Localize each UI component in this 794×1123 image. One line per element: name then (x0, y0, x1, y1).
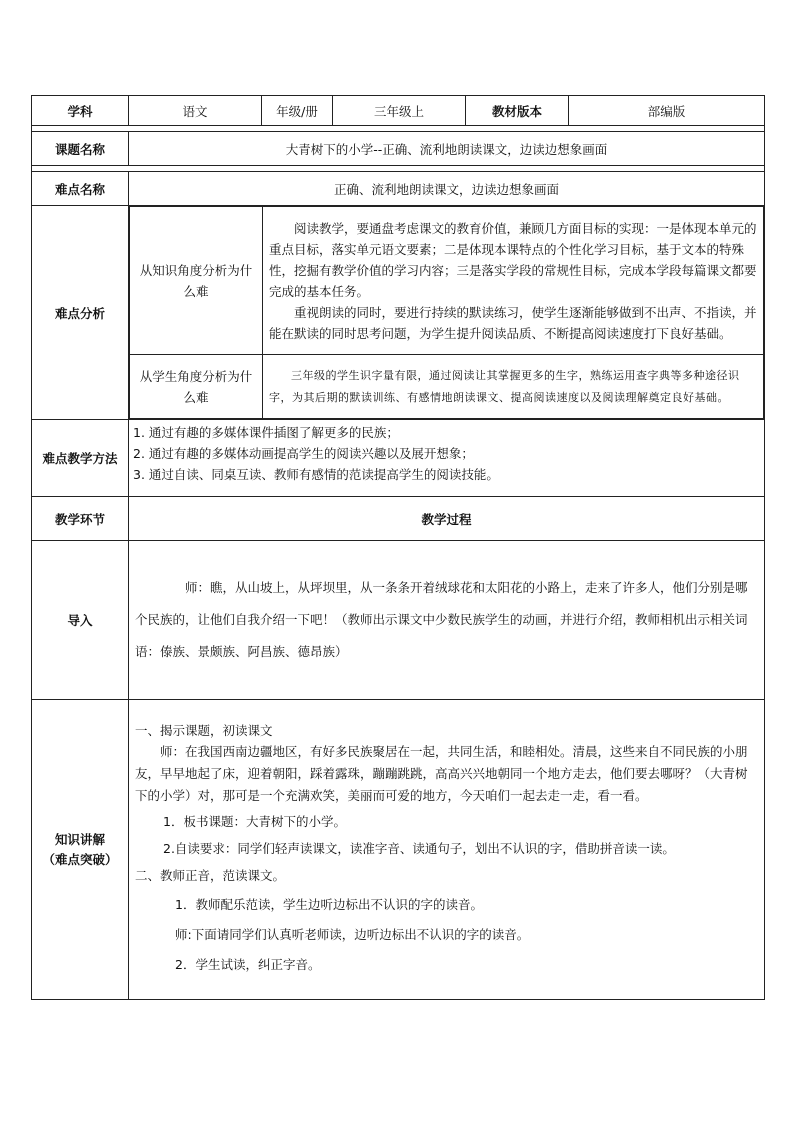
method-item-2: 2. 通过有趣的多媒体动画提高学生的阅读兴趣以及展开想象； (133, 446, 474, 461)
subject-label: 学科 (32, 96, 129, 126)
intro-label: 导入 (32, 541, 129, 700)
method-list (129, 420, 765, 497)
difficulty-value: 正确、流利地朗读课文，边读边想象画面 (129, 172, 765, 206)
explain-label (32, 700, 129, 1000)
explain-content (129, 700, 765, 1000)
subject-value: 语文 (129, 96, 262, 126)
intro-row (32, 541, 765, 700)
intro-text: 师：瞧，从山坡上，从坪坝里，从一条条开着绒球花和太阳花的小路上，走来了许多人，他们分别是哪个民族的，让他们自我介绍一下吧！（教师出示课文中少数民族学生的动画，并进行介绍，教师相机出示相关词语：傣族、景颇族、阿昌族、德昂族） (135, 580, 748, 659)
stage-header: 教学环节 (32, 497, 129, 541)
knowledge-angle-label: 从知识角度分析为什么难 (130, 207, 263, 355)
difficulty-label: 难点名称 (32, 172, 129, 206)
explain-label-line1: 知识讲解 (54, 831, 105, 847)
process-header-row (32, 497, 765, 541)
lesson-label: 课题名称 (32, 132, 129, 166)
knowledge-paragraph-1: 阅读教学，要通盘考虑课文的教育价值，兼顾几方面目标的实现：一是体现本单元的重点目标，落实单元语文要素；二是体现本课特点的个性化学习目标，基于文本的特殊性，挖掘有教学价值的学习内容；三是落实学段的常规性目标，完成本学段每篇课文都要完成的基本任务。 (269, 220, 757, 299)
process-header: 教学过程 (129, 497, 765, 541)
method-row (32, 420, 765, 497)
knowledge-paragraph-2: 重视朗读的同时，要进行持续的默读练习，使学生逐渐能够做到不出声、不指读，并能在默读的同时思考问题，为学生提升阅读品质、不断提高阅读速度打下良好基础。 (269, 304, 757, 341)
lesson-value: 大青树下的小学--正确、流利地朗读课文，边读边想象画面 (129, 132, 765, 166)
knowledge-angle-text (263, 207, 764, 355)
method-label: 难点教学方法 (32, 420, 129, 497)
step-2: 2.自读要求：同学们轻声读课文，读准字音、读通句子，划出不认识的字，借助拼音读一读。 (163, 841, 675, 856)
section1-title: 一、揭示课题，初读课文 (135, 723, 273, 738)
difficulty-row (32, 172, 765, 206)
section1-text: 师：在我国西南边疆地区，有好多民族聚居在一起，共同生活，和睦相处。清晨，这些来自不同民族的小朋友，早早地起了床，迎着朝阳，踩着露珠，蹦蹦跳跳，高高兴兴地朝同一个地方走去，他们要去哪呀？（大青树下的小学）对，那可是一个充满欢笑，美丽而可爱的地方，今天咱们一起去走一走，看一看。 (135, 744, 748, 803)
textbook-label: 教材版本 (466, 96, 569, 126)
lesson-row (32, 132, 765, 166)
step-5: 2．学生试读，纠正字音。 (175, 957, 321, 972)
section2-title: 二、教师正音，范读课文。 (135, 868, 286, 883)
grade-label: 年级/册 (262, 96, 333, 126)
step-4: 师:下面请同学们认真听老师读，边听边标出不认识的字的读音。 (175, 927, 530, 942)
analysis-label: 难点分析 (32, 206, 129, 420)
method-item-1: 1. 通过有趣的多媒体课件插图了解更多的民族； (133, 425, 399, 440)
explain-row (32, 700, 765, 1000)
analysis-subtable (129, 206, 764, 419)
student-angle-label: 从学生角度分析为什么难 (130, 355, 263, 419)
textbook-value: 部编版 (569, 96, 765, 126)
analysis-row (32, 206, 765, 420)
grade-value: 三年级上 (333, 96, 466, 126)
header-row (32, 96, 765, 126)
lesson-plan-table (31, 95, 765, 1000)
step-3: 1．教师配乐范读，学生边听边标出不认识的字的读音。 (175, 897, 483, 912)
explain-label-line2: （难点突破） (42, 851, 118, 867)
method-item-3: 3. 通过自读、同桌互读、教师有感情的范读提高学生的阅读技能。 (133, 467, 499, 482)
step-1: 1．板书课题：大青树下的小学。 (163, 814, 346, 829)
student-angle-text: 三年级的学生识字量有限，通过阅读让其掌握更多的生字，熟练运用查字典等多种途径识字，为其后期的默读训练、有感情地朗读课文、提高阅读速度以及阅读理解奠定良好基础。 (269, 368, 740, 404)
